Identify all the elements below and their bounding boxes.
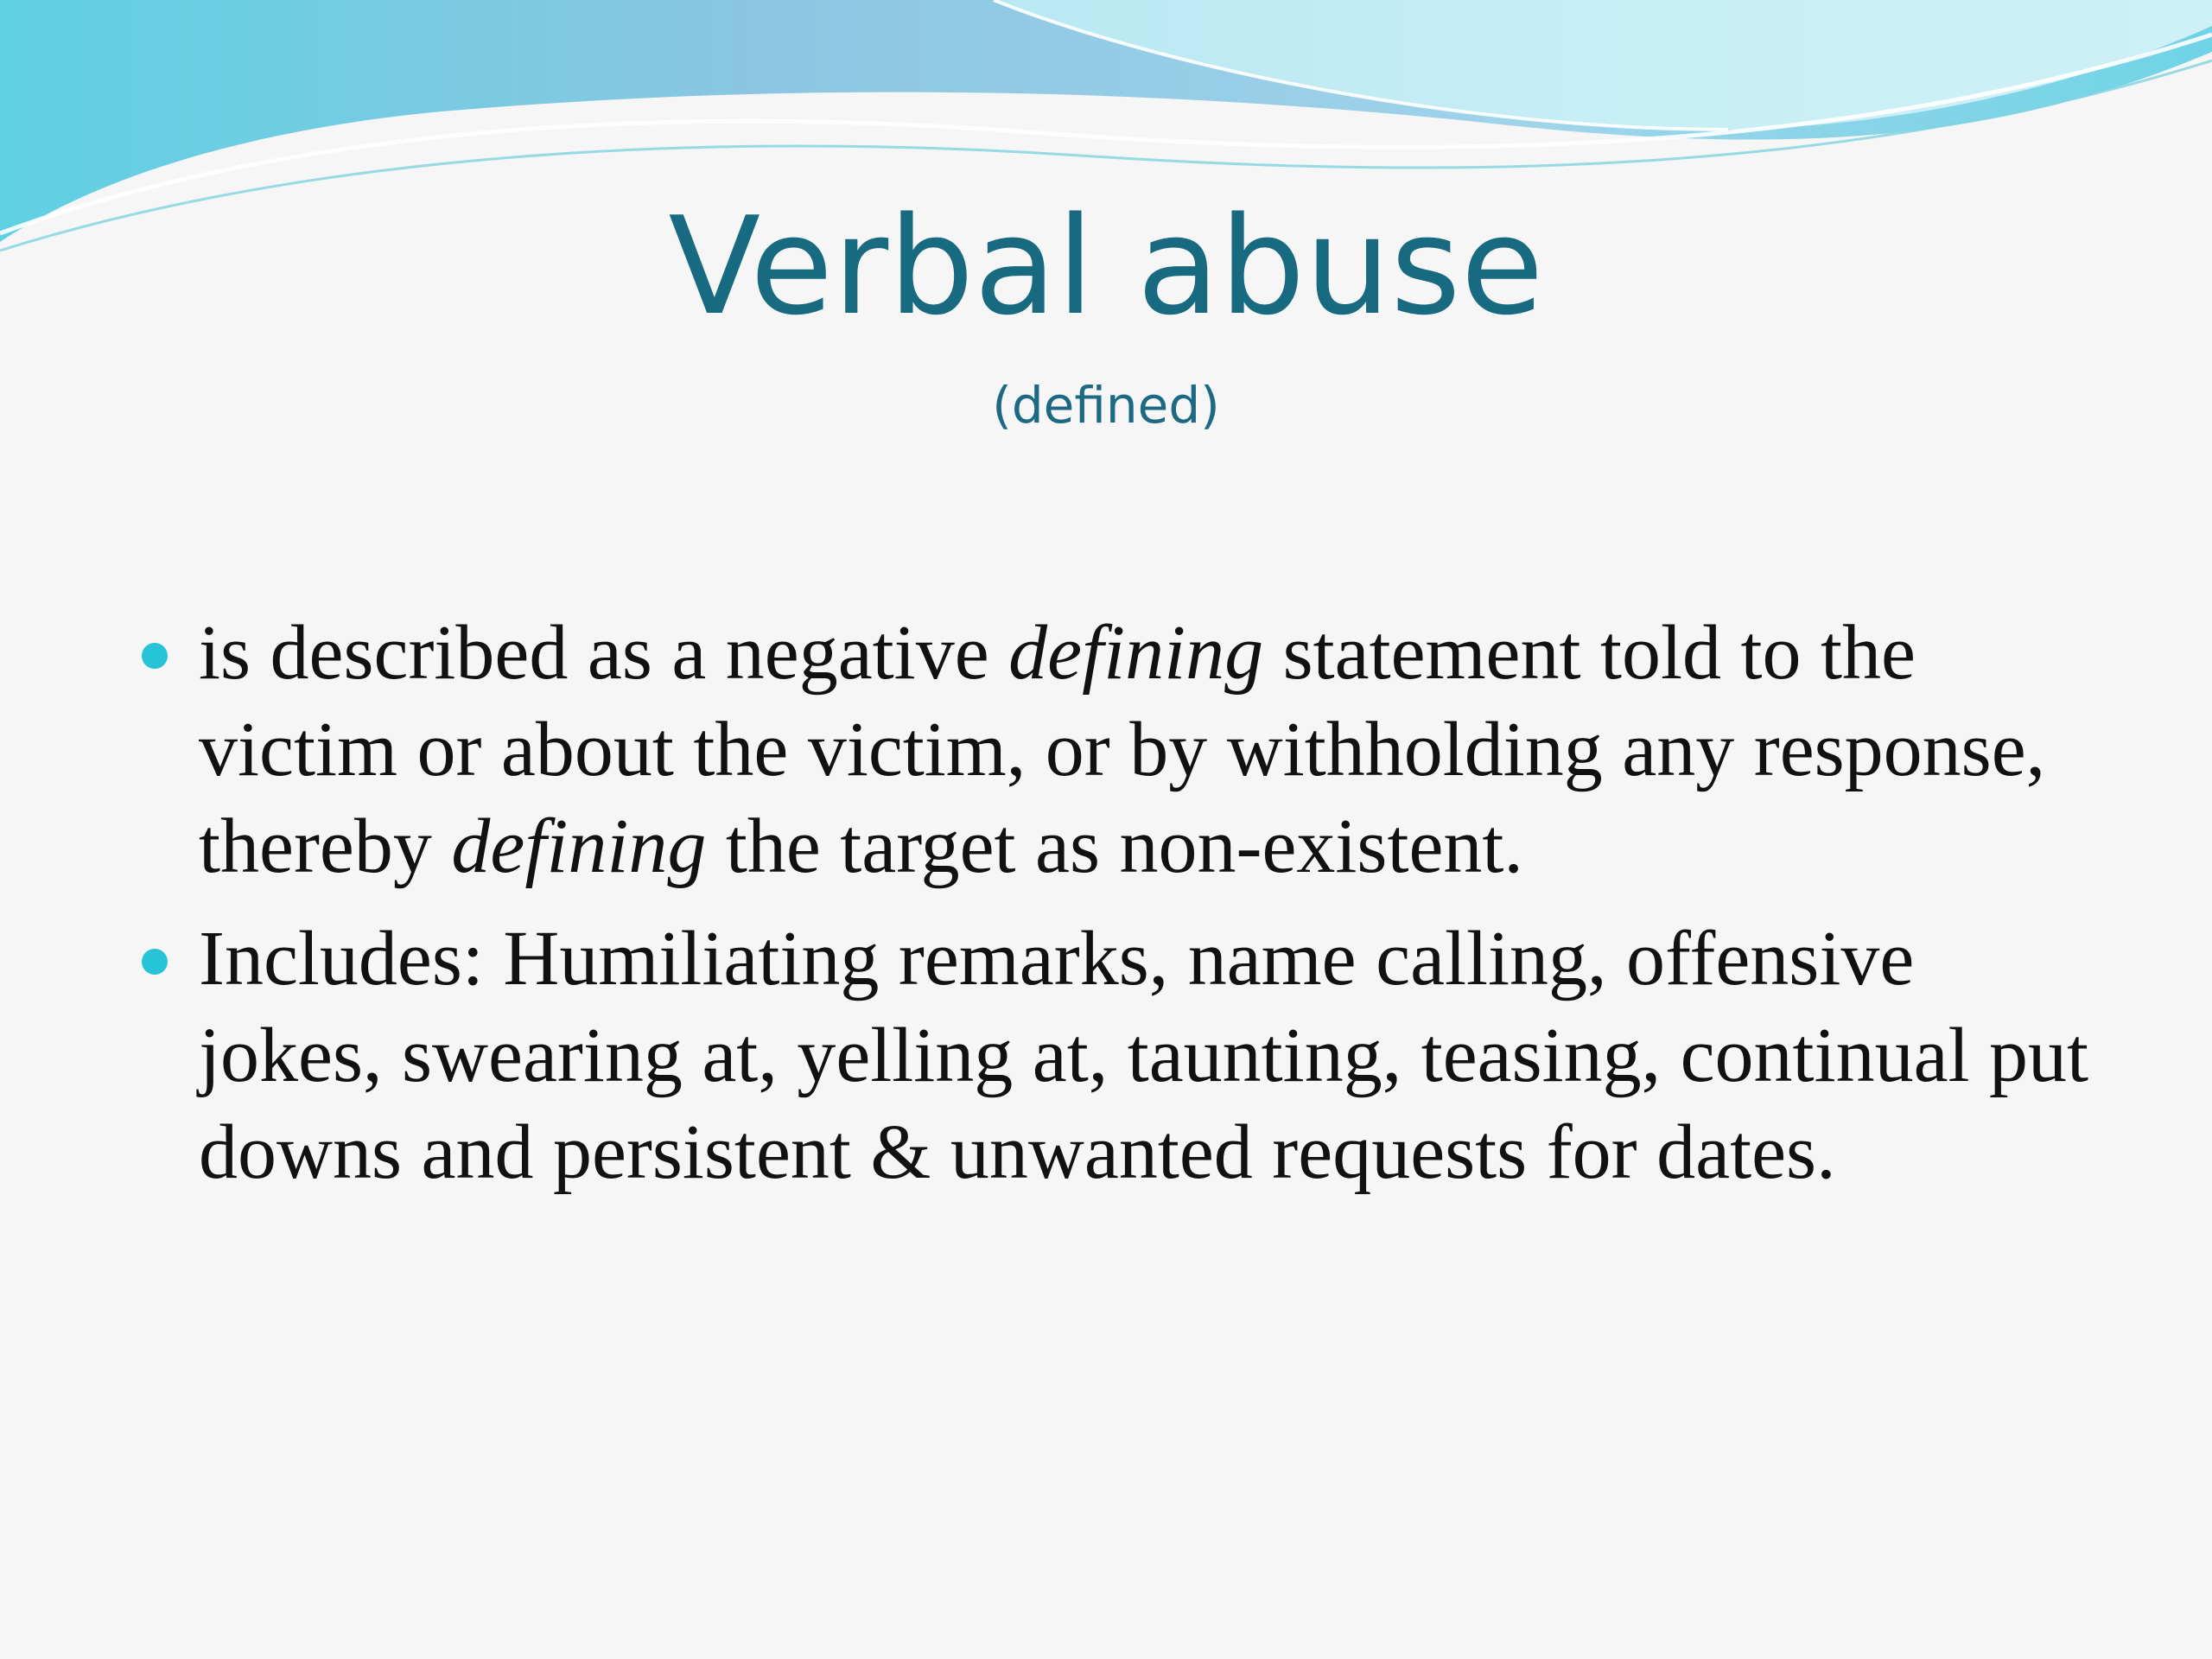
bullet-emphasis: defining [451,804,707,889]
bullet-emphasis: defining [1008,610,1264,696]
bullet-dot-icon [142,949,168,975]
bullet-item [121,605,2108,895]
bullet-text-part: is described as a negative [199,610,1009,696]
bullet-text-part: statement told to the victim or about the victim, or by withholding any response, thereby [199,610,2046,889]
bullet-item [121,911,2108,1201]
slide-subtitle: (defined) [992,376,1220,435]
bullet-list [121,605,2108,1217]
bullet-dot-icon [142,643,168,669]
bullet-text-part: the target as non-existent. [706,804,1523,889]
bullet-text: Includes: Humiliating remarks, name calling, offensive jokes, swearing at, yelling at, taunting, teasing, continual put downs and persistent & unwanted requests for dates. [199,916,2089,1195]
slide-title: Verbal abuse [668,188,1544,345]
